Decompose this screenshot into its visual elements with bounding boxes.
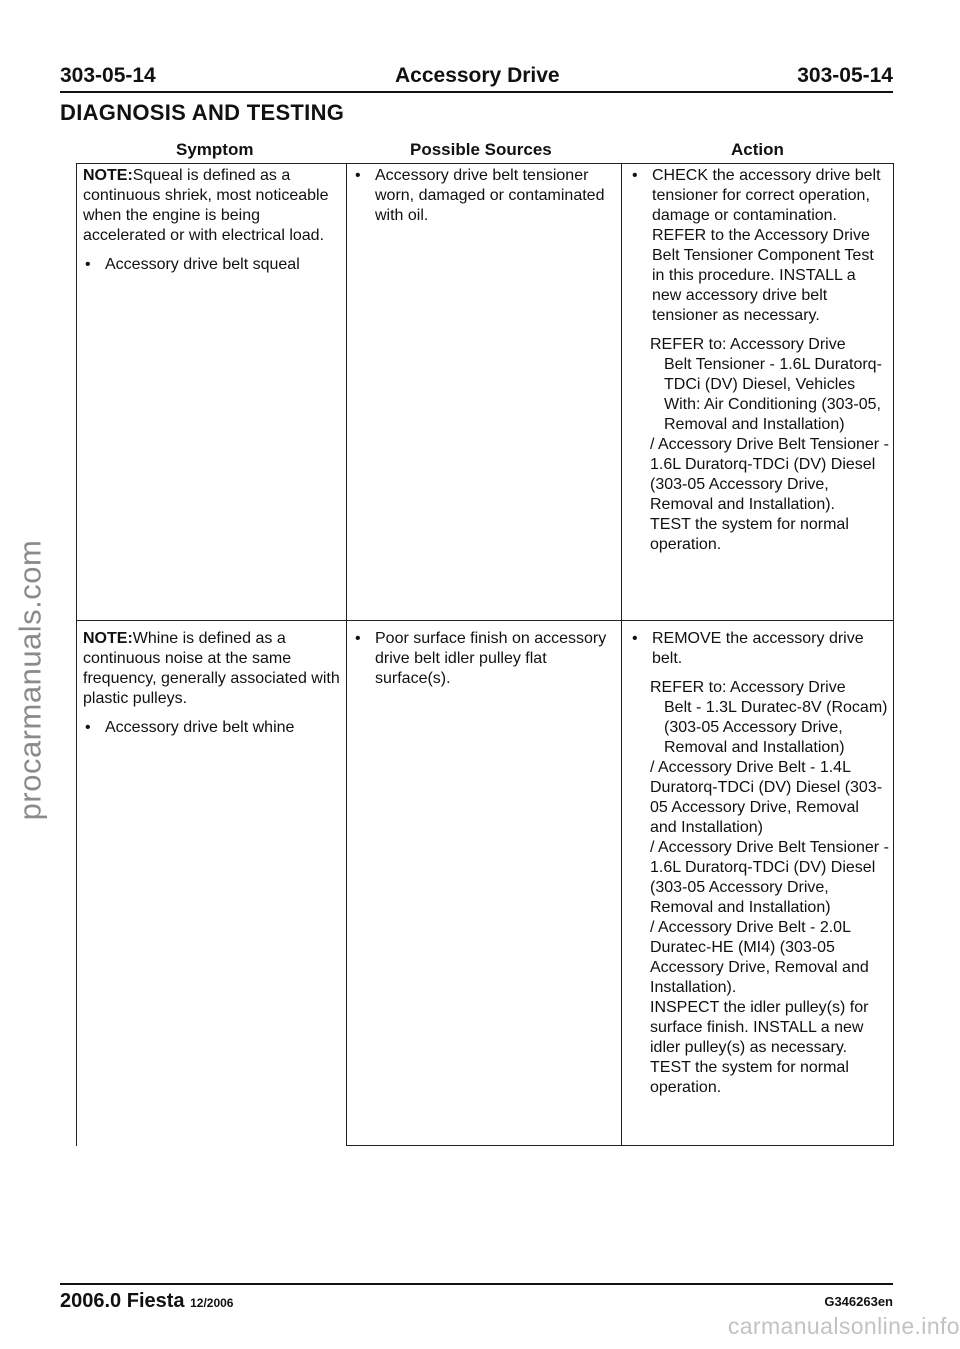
table-row — [77, 621, 894, 1146]
symptom-bullet-text: Accessory drive belt squeal — [105, 256, 300, 273]
bullet-icon: • — [632, 630, 638, 647]
bullet-icon: • — [355, 167, 361, 184]
column-header-symptom: Symptom — [176, 140, 254, 159]
bullet-icon: • — [355, 630, 361, 647]
bullet-icon: • — [632, 167, 638, 184]
symptom-cell — [77, 621, 347, 1146]
diagnosis-table — [76, 163, 894, 1146]
refer-label: REFER to: Accessory Drive — [650, 679, 846, 696]
refer-line: / Accessory Drive Belt - 2.0L Duratec-HE (MI4) (303-05 Accessory Drive, Removal and Installation). — [650, 919, 869, 996]
action-cell — [622, 164, 894, 621]
footer-date: 12/2006 — [190, 1296, 234, 1310]
table-row — [77, 164, 894, 621]
refer-line: / Accessory Drive Belt Tensioner - 1.6L Duratorq-TDCi (DV) Diesel (303-05 Accessory Drive, Removal and Installation). — [650, 436, 889, 513]
note-label: NOTE: — [83, 630, 133, 647]
section-title: DIAGNOSIS AND TESTING — [60, 100, 345, 125]
symptom-bullet — [83, 718, 342, 738]
refer-line: Belt - 1.3L Duratec-8V (Rocam) (303-05 Accessory Drive, Removal and Installation) — [664, 699, 888, 756]
refer-line: / Accessory Drive Belt Tensioner - 1.6L Duratorq-TDCi (DV) Diesel (303-05 Accessory Drive, Removal and Installation) — [650, 839, 889, 916]
action-bullet — [630, 629, 889, 669]
inspect-text: INSPECT the idler pulley(s) for surface finish. INSTALL a new idler pulley(s) as necessary. — [650, 999, 869, 1056]
test-text: TEST the system for normal operation. — [650, 1059, 849, 1096]
source-bullet — [353, 166, 617, 226]
refer-label: REFER to: Accessory Drive — [650, 336, 846, 353]
symptom-note — [83, 166, 342, 246]
note-text: Squeal is defined as a continuous shriek, most noticeable when the engine is being accelerated or with electrical load. — [83, 167, 329, 244]
bullet-icon: • — [85, 256, 91, 273]
page-header — [60, 64, 893, 90]
footer-code: G346263en — [824, 1294, 893, 1309]
column-header-sources: Possible Sources — [410, 140, 552, 159]
side-watermark-text: procarmanuals.com — [12, 539, 47, 821]
source-text: Poor surface finish on accessory drive belt idler pulley flat surface(s). — [375, 630, 607, 687]
refer-line: / Accessory Drive Belt - 1.4L Duratorq-TDCi (DV) Diesel (303-05 Accessory Drive, Removal and Installation) — [650, 759, 883, 836]
bullet-icon: • — [85, 719, 91, 736]
page-number-left: 303-05-14 — [60, 64, 156, 87]
refer-line: Belt Tensioner - 1.6L Duratorq-TDCi (DV) Diesel, Vehicles With: Air Conditioning (303-05, Removal and Installation) — [664, 356, 882, 433]
header-title: Accessory Drive — [395, 64, 560, 87]
sources-cell — [347, 164, 622, 621]
footer-model — [60, 1290, 233, 1313]
action-bullet — [630, 166, 889, 326]
sources-cell — [347, 621, 622, 1146]
symptom-bullet — [83, 255, 342, 275]
action-bullet-text: CHECK the accessory drive belt tensioner for correct operation, damage or contamination. REFER to the Accessory Drive Belt Tensioner Component Test in this procedure. INSTALL a new accessory drive belt tensioner as necessary. — [652, 167, 881, 324]
test-text: TEST the system for normal operation. — [650, 516, 849, 553]
source-bullet — [353, 629, 617, 689]
source-text: Accessory drive belt tensioner worn, damaged or contaminated with oil. — [375, 167, 605, 224]
footer-rule — [60, 1283, 893, 1285]
footer-model-text: 2006.0 Fiesta — [60, 1290, 185, 1312]
note-label: NOTE: — [83, 167, 133, 184]
header-rule — [60, 91, 893, 93]
page-number-right: 303-05-14 — [797, 64, 893, 87]
symptom-cell — [77, 164, 347, 621]
action-bullet-text: REMOVE the accessory drive belt. — [652, 630, 864, 667]
side-watermark — [10, 410, 50, 950]
symptom-bullet-text: Accessory drive belt whine — [105, 719, 295, 736]
site-watermark: carmanualsonline.info — [727, 1313, 960, 1339]
action-cell — [622, 621, 894, 1146]
note-text: Whine is defined as a continuous noise at the same frequency, generally associated with plastic pulleys. — [83, 630, 340, 707]
column-header-action: Action — [731, 140, 784, 159]
symptom-note — [83, 629, 342, 709]
